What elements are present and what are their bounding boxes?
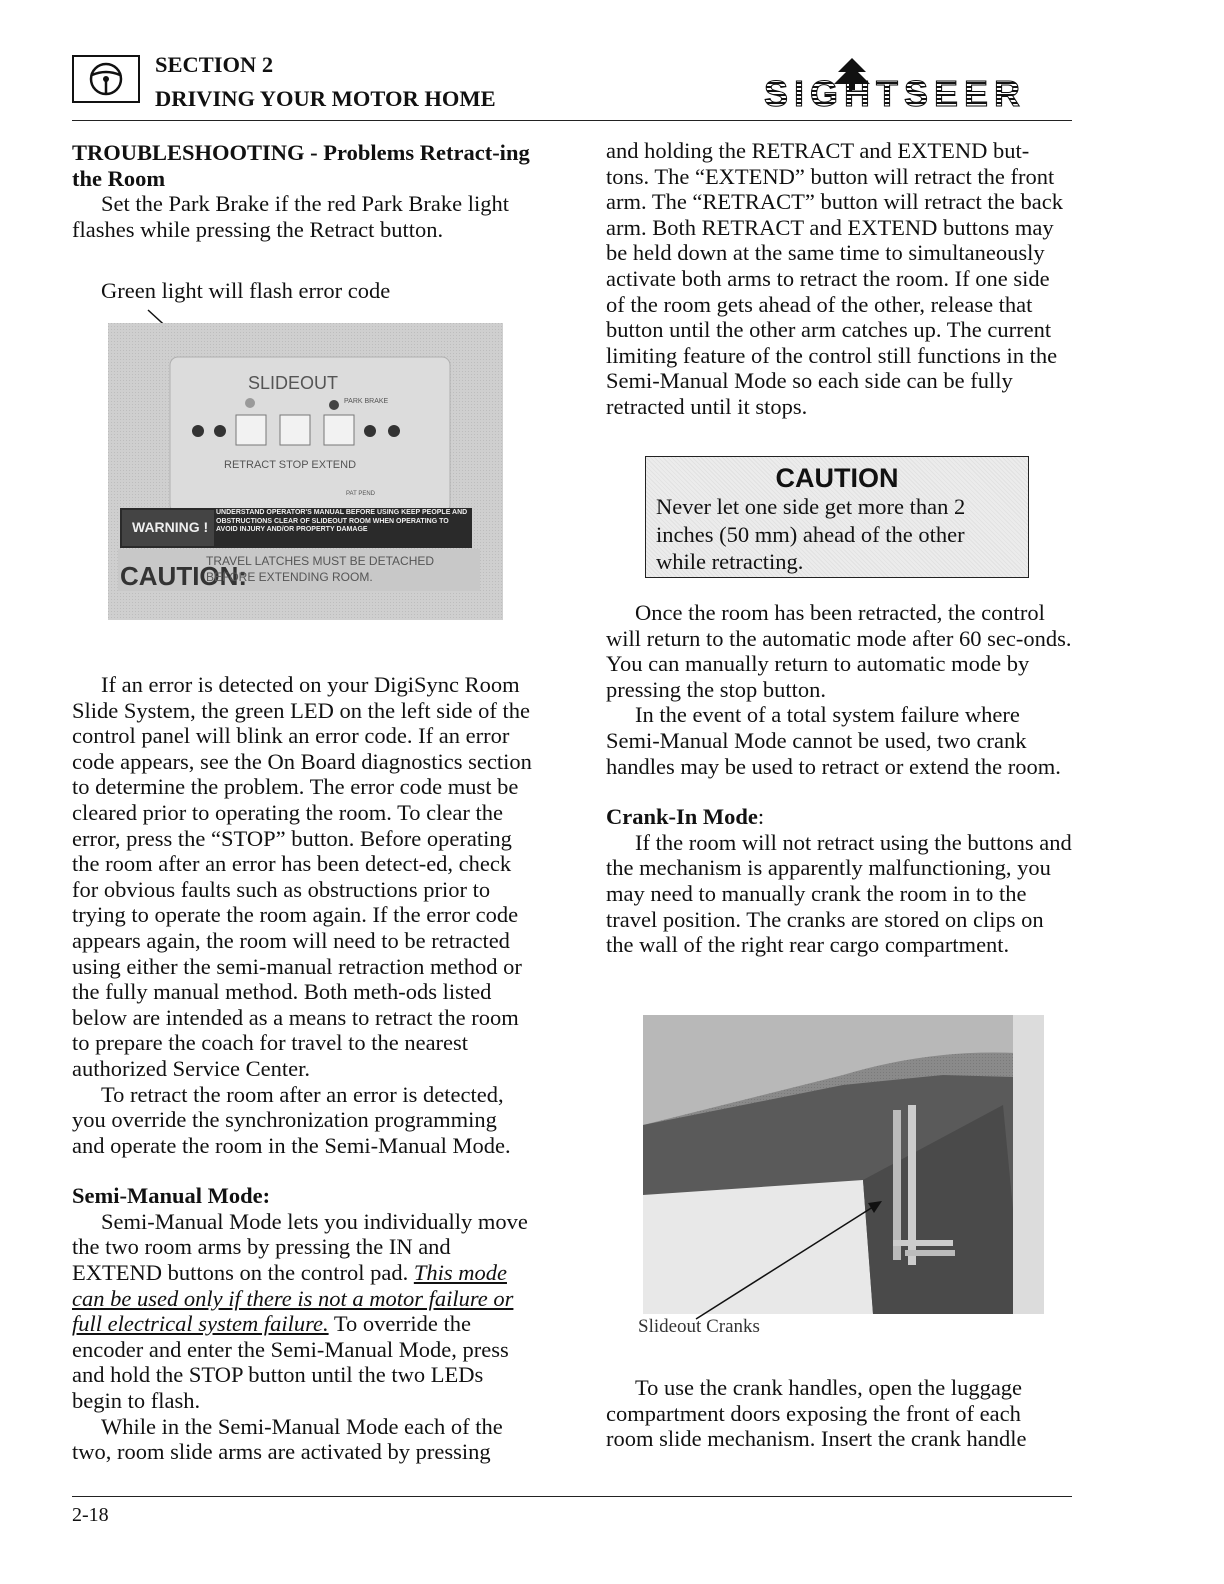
panel-button-labels: RETRACT STOP EXTEND <box>224 459 357 471</box>
semi-manual-text-b: To override the encoder and enter the Semi-Manual Mode, press and hold the STOP button until the two LEDs begin to flash. <box>72 1311 509 1414</box>
right-column-top <box>606 138 1072 420</box>
error-detected-paragraph: If an error is detected on your DigiSync Room Slide System, the green LED on the left side of the control panel will blink an error code. If an error code appears, see the On Board diagnostics section to determine the problem. The error code must be cleared prior to operating the room. To clear the error, press the “STOP” button. Before operating the room after an error has been detect-ed, check for obvious faults such as obstructions prior to trying to operate the room again. If the error code appears again, the room will need to be retracted using either the semi-manual retraction method or the fully manual method. Both meth-ods listed below are intended as a means to retract the room to prepare the coach for travel to the nearest authorized Service Center. <box>72 672 532 1081</box>
warning-sticker-label: WARNING ! <box>132 519 209 535</box>
logo-wordmark: SIGHTSEER <box>764 73 1027 112</box>
caution-box <box>645 456 1029 578</box>
section-title: DRIVING YOUR MOTOR HOME <box>155 86 496 111</box>
semi-manual-heading: Semi-Manual Mode: <box>72 1183 271 1209</box>
footer-rule <box>72 1496 1072 1497</box>
semi-manual-arms-paragraph: While in the Semi-Manual Mode each of the two, room slide arms are activated by pressing <box>72 1413 503 1465</box>
section-number: SECTION 2 <box>155 52 274 77</box>
pat-pend-label: PAT PEND <box>346 491 376 497</box>
panel-title: SLIDEOUT <box>248 373 339 393</box>
system-failure-paragraph: In the event of a total system failure where Semi-Manual Mode cannot be used, two crank handles may be used to retract or extend the room. <box>606 702 1061 779</box>
steering-wheel-icon <box>74 57 138 101</box>
cranks-callout-arrow <box>690 1195 890 1325</box>
cranks-photo-caption: Slideout Cranks <box>638 1316 760 1337</box>
left-column-body <box>72 672 534 1465</box>
section-header <box>155 48 496 116</box>
header-rule <box>72 120 1072 121</box>
warning-sticker-text: UNDERSTAND OPERATOR'S MANUAL BEFORE USING KEEP PEOPLE AND OBSTRUCTIONS CLEAR OF SLIDEOUT ROOM WHEN OPERATING TO AVOID INJURY AND/OR PROPERTY DAMAGE <box>216 509 468 533</box>
section-icon-box <box>72 55 140 103</box>
caution-sticker-line2: BEFORE EXTENDING ROOM. <box>206 570 373 584</box>
semi-manual-warning-italic: This mode can be used only if there is not a motor failure or full electrical system failure. <box>72 1260 514 1337</box>
crank-in-heading: Crank-In Mode <box>606 804 758 830</box>
sightseer-logo <box>760 58 1072 112</box>
left-column-top <box>72 140 534 242</box>
right-column-bottom <box>606 1375 1072 1452</box>
crank-in-paragraph: If the room will not retract using the buttons and the mechanism is apparently malfunctioning, you may need to manually crank the room in to the travel position. The cranks are stored on clips on the wall of the right rear cargo compartment. <box>606 829 1072 958</box>
crank-handles-paragraph: To use the crank handles, open the luggage compartment doors exposing the front of each room slide mechanism. Insert the crank handle <box>606 1375 1027 1452</box>
photo-callout: Green light will flash error code <box>101 278 391 303</box>
troubleshooting-heading: TROUBLESHOOTING - Problems Retract-ing the Room <box>72 140 530 191</box>
crank-in-colon: : <box>757 804 765 830</box>
caution-text: Never let one side get more than 2 inches (50 mm) ahead of the other while retracting. <box>656 494 966 574</box>
caution-sticker-line1: TRAVEL LATCHES MUST BE DETACHED <box>206 554 435 568</box>
automatic-mode-paragraph: Once the room has been retracted, the control will return to the automatic mode after 60 sec-onds. You can manually return to automatic mode by pressing the stop button. <box>606 600 1072 702</box>
semi-manual-text-a: Semi-Manual Mode lets you individually move the two room arms by pressing the IN and EXTEND buttons on the control pad. <box>72 1208 528 1286</box>
semi-manual-paragraph <box>72 1209 534 1414</box>
park-brake-label: PARK BRAKE <box>344 398 389 405</box>
right-column-middle <box>606 600 1072 958</box>
caution-title: CAUTION <box>775 463 899 493</box>
caution-sticker-label: CAUTION: <box>120 561 248 591</box>
page-number: 2-18 <box>72 1504 109 1526</box>
retract-extend-paragraph: and holding the RETRACT and EXTEND but-tons. The “EXTEND” button will retract the front arm. The “RETRACT” button will retract the back arm. Both RETRACT and EXTEND buttons may be held down at the same time to simultaneously activate both arms to retract the room. If one side of the room gets ahead of the other, release that button until the other arm catches up. The current limiting feature of the control still functions in the Semi-Manual Mode so each side can be fully retracted until it stops. <box>606 138 1063 419</box>
retract-override-paragraph: To retract the room after an error is detected, you override the synchronization programming and operate the room in the Semi-Manual Mode. <box>72 1081 511 1158</box>
slideout-control-panel-photo <box>108 323 503 620</box>
crank-in-heading-line <box>606 804 1072 830</box>
park-brake-paragraph: Set the Park Brake if the red Park Brake light flashes while pressing the Retract button. <box>72 191 510 242</box>
